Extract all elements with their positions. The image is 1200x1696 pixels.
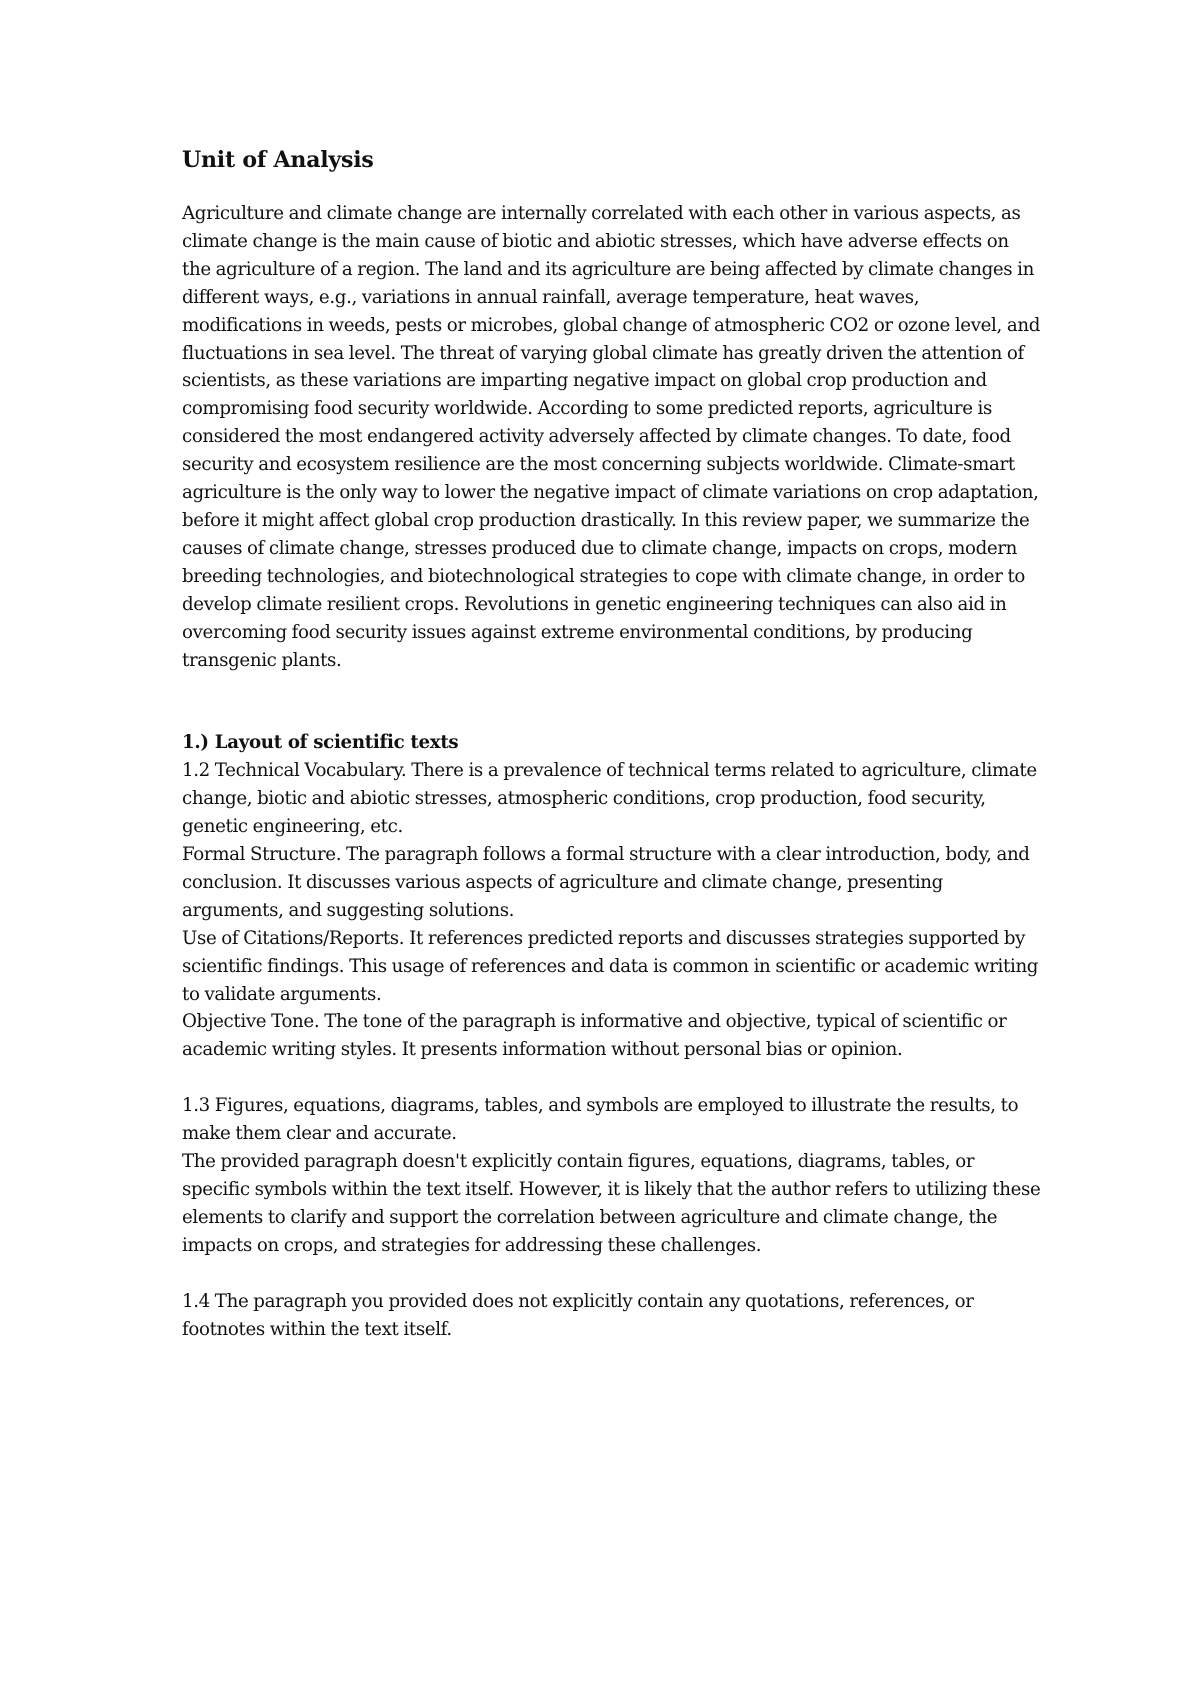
technical-vocabulary-paragraph: 1.2 Technical Vocabulary. There is a prevalence of technical terms related to agriculture, climate change, biotic and abiotic stresses, atmospheric conditions, crop production, food security, genetic engineering, etc. [182, 760, 1037, 838]
figures-detail-paragraph: The provided paragraph doesn't explicitly contain figures, equations, diagrams, tables, or specific symbols within the text itself. However, it is likely that the author refers to utilizing these elements to clarify and support the correlation between agriculture and climate change, the impacts on crops, and strategies for addressing these challenges. [182, 1151, 1041, 1256]
formal-structure-paragraph: Formal Structure. The paragraph follows a formal structure with a clear introduction, body, and conclusion. It discusses various aspects of agriculture and climate change, presenting arguments, and suggesting solutions. [182, 844, 1030, 921]
document-body [182, 146, 1042, 1344]
objective-tone-paragraph: Objective Tone. The tone of the paragraph is informative and objective, typical of scientific or academic writing styles. It presents information without personal bias or opinion. [182, 1011, 1007, 1061]
citations-paragraph: Use of Citations/Reports. It references predicted reports and discusses strategies supported by scientific findings. This usage of references and data is common in scientific or academic writing to validate arguments. [182, 927, 1039, 1005]
intro-paragraph: Agriculture and climate change are internally correlated with each other in various aspects, as climate change is the main cause of biotic and abiotic stresses, which have adverse effects on the agriculture of a region. The land and its agriculture are being affected by climate changes in different ways, e.g., variations in annual rainfall, average temperature, heat waves, modifications in weeds, pests or microbes, global change of atmospheric CO2 or ozone level, and fluctuations in sea level. The threat of varying global climate has greatly driven the attention of scientists, as these variations are imparting negative impact on global crop production and compromising food security worldwide. According to some predicted reports, agriculture is considered the most endangered activity adversely affected by climate changes. To date, food security and ecosystem resilience are the most concerning subjects worldwide. Climate-smart agriculture is the only way to lower the negative impact of climate variations on crop adaptation, before it might affect global crop production drastically. In this review paper, we summarize the causes of climate change, stresses produced due to climate change, impacts on crops, modern breeding technologies, and biotechnological strategies to cope with climate change, in order to develop climate resilient crops. Revolutions in genetic engineering techniques can also aid in overcoming food security issues against extreme environmental conditions, by producing transgenic plants. [182, 203, 1041, 671]
quotations-paragraph: 1.4 The paragraph you provided does not explicitly contain any quotations, references, or footnotes within the text itself. [182, 1290, 974, 1340]
figures-paragraph: 1.3 Figures, equations, diagrams, tables, and symbols are employed to illustrate the results, to make them clear and accurate. [182, 1095, 1019, 1145]
section-heading-layout: 1.) Layout of scientific texts [182, 732, 459, 754]
document-title: Unit of Analysis [182, 147, 374, 173]
